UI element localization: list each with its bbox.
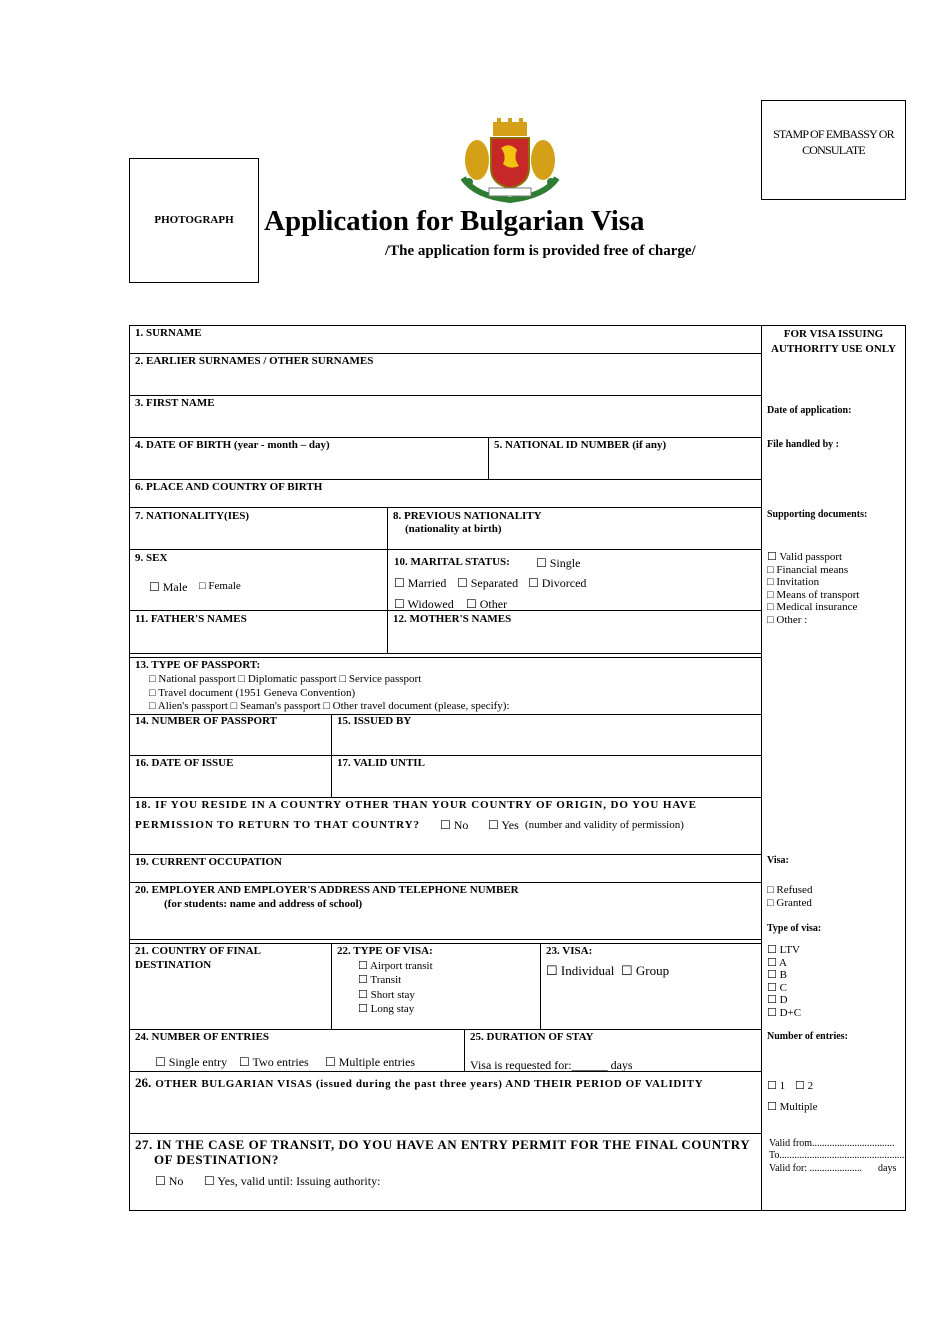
sidebar-supporting-documents: Supporting documents: <box>767 509 868 520</box>
sidebar-type-b[interactable]: ☐ B <box>767 969 787 981</box>
passport-type-line-1[interactable]: □ National passport □ Diplomatic passport □ Service passport <box>149 673 422 685</box>
entries-multiple-checkbox[interactable]: ☐ Multiple entries <box>325 1055 416 1069</box>
field-current-occupation[interactable]: 19. CURRENT OCCUPATION <box>135 856 282 868</box>
field-nationality[interactable]: 7. NATIONALITY(IES) <box>135 510 250 522</box>
field-issued-by[interactable]: 15. ISSUED BY <box>337 715 412 727</box>
field-earlier-surnames[interactable]: 2. EARLIER SURNAMES / OTHER SURNAMES <box>135 355 374 367</box>
marital-widowed-checkbox[interactable]: ☐ Widowed <box>394 597 454 611</box>
field-date-of-birth[interactable]: 4. DATE OF BIRTH (year - month – day) <box>135 439 330 451</box>
passport-type-line-3[interactable]: □ Alien's passport □ Seaman's passport □ Other travel document (please, specify): <box>149 700 510 712</box>
sidebar-valid-days: days <box>878 1163 897 1174</box>
sidebar-entries-2[interactable]: ☐ 2 <box>795 1080 814 1092</box>
field-transit-permit-2: OF DESTINATION? <box>154 1152 279 1167</box>
field-transit-permit: 27. IN THE CASE OF TRANSIT, DO YOU HAVE AN ENTRY PERMIT FOR THE FINAL COUNTRY <box>135 1137 751 1152</box>
field-other-visas[interactable] <box>135 1074 703 1092</box>
page-title: Application for Bulgarian Visa <box>264 205 645 237</box>
sex-female-checkbox[interactable]: □ Female <box>199 580 241 592</box>
entries-two-checkbox[interactable]: ☐ Two entries <box>239 1055 309 1069</box>
field-residence-permission-2: PERMISSION TO RETURN TO THAT COUNTRY? <box>135 819 420 831</box>
field-duration-of-stay: 25. DURATION OF STAY <box>470 1031 594 1043</box>
marital-separated-checkbox[interactable]: ☐ Separated <box>457 576 519 590</box>
visa-group-checkbox[interactable]: ☐ Group <box>621 963 670 978</box>
field-other-visas-number: 26. <box>135 1075 152 1090</box>
sidebar-granted[interactable]: □ Granted <box>767 896 812 909</box>
field-visa: 23. VISA: <box>546 945 593 957</box>
transit-yes-checkbox[interactable]: ☐ Yes, valid until: Issuing authority: <box>204 1174 381 1188</box>
sidebar-entries-multiple[interactable]: ☐ Multiple <box>767 1101 818 1113</box>
field-date-of-issue[interactable]: 16. DATE OF ISSUE <box>135 757 234 769</box>
field-valid-until[interactable]: 17. VALID UNTIL <box>337 757 425 769</box>
residence-no-checkbox[interactable]: ☐ No <box>440 818 469 832</box>
residence-yes-checkbox[interactable]: ☐ Yes <box>488 818 519 832</box>
field-residence-permission: 18. IF YOU RESIDE IN A COUNTRY OTHER THAN YOUR COUNTRY OF ORIGIN, DO YOU HAVE <box>135 799 697 811</box>
sidebar-type-dc[interactable]: ☐ D+C <box>767 1006 802 1019</box>
field-previous-nationality-sub: (nationality at birth) <box>405 523 502 535</box>
sidebar-title: FOR VISA ISSUING <box>783 328 884 340</box>
passport-type-line-2[interactable]: □ Travel document (1951 Geneva Convention) <box>149 687 356 699</box>
sidebar-invitation[interactable]: □ Invitation <box>767 576 820 588</box>
sidebar-file-handled-by: File handled by : <box>767 439 839 450</box>
sidebar-title-2: AUTHORITY USE ONLY <box>770 343 897 355</box>
sidebar-refused[interactable]: □ Refused <box>767 884 813 896</box>
field-passport-type: 13. TYPE OF PASSPORT: <box>135 659 261 671</box>
sidebar-financial-means[interactable]: □ Financial means <box>767 563 849 576</box>
field-number-of-entries: 24. NUMBER OF ENTRIES <box>135 1031 270 1043</box>
field-surname[interactable]: 1. SURNAME <box>135 327 202 339</box>
page-subtitle: /The application form is provided free of charge/ <box>385 243 696 259</box>
field-previous-nationality[interactable]: 8. PREVIOUS NATIONALITY <box>393 510 542 522</box>
field-national-id[interactable]: 5. NATIONAL ID NUMBER (if any) <box>494 439 667 451</box>
sidebar-valid-to[interactable]: To................................................... <box>769 1150 907 1161</box>
stamp-label: STAMP OF EMBASSY OR CONSULATE <box>773 127 894 157</box>
sidebar-medical-insurance[interactable]: □ Medical insurance <box>767 601 858 613</box>
sidebar-means-of-transport[interactable]: □ Means of transport <box>767 588 860 601</box>
field-type-of-visa: 22. TYPE OF VISA: <box>337 945 433 957</box>
field-other-visas-text: OTHER BULGARIAN VISAS (issued during the past three years) AND THEIR PERIOD OF VALIDITY <box>155 1078 704 1090</box>
visa-type-airport-transit[interactable]: ☐ Airport transit <box>358 960 433 972</box>
sidebar-type-of-visa: Type of visa: <box>767 923 822 934</box>
photograph-label: PHOTOGRAPH <box>154 214 234 226</box>
sidebar-date-of-application: Date of application: <box>767 405 852 416</box>
visa-type-short-stay[interactable]: ☐ Short stay <box>358 989 415 1001</box>
sidebar-other[interactable]: □ Other : <box>767 613 808 626</box>
marital-married-checkbox[interactable]: ☐ Married <box>394 576 447 590</box>
marital-other-checkbox[interactable]: ☐ Other <box>466 597 508 611</box>
field-fathers-names[interactable]: 11. FATHER'S NAMES <box>135 613 247 625</box>
sidebar-visa-list <box>767 884 812 909</box>
sidebar-valid-from[interactable]: Valid from................................. <box>769 1138 895 1149</box>
visa-type-transit[interactable]: ☐ Transit <box>358 974 402 986</box>
field-sex: 9. SEX <box>135 552 168 564</box>
coat-of-arms-icon <box>455 118 565 203</box>
sidebar-entries-1[interactable]: ☐ 1 <box>767 1080 786 1092</box>
field-final-destination-2: DESTINATION <box>135 959 212 971</box>
field-employer[interactable]: 20. EMPLOYER AND EMPLOYER'S ADDRESS AND TELEPHONE NUMBER <box>135 884 519 896</box>
field-marital-status: 10. MARITAL STATUS: <box>394 556 510 568</box>
visa-type-long-stay[interactable]: ☐ Long stay <box>358 1003 415 1015</box>
field-employer-sub: (for students: name and address of school) <box>164 898 363 910</box>
field-mothers-names[interactable]: 12. MOTHER'S NAMES <box>393 613 512 625</box>
sex-male-checkbox[interactable]: ☐ Male <box>149 580 188 594</box>
residence-yes-note: (number and validity of permission) <box>525 819 684 831</box>
field-passport-number[interactable]: 14. NUMBER OF PASSPORT <box>135 715 278 727</box>
sidebar-supporting-list <box>767 551 860 626</box>
marital-single-checkbox[interactable]: ☐ Single <box>536 556 581 570</box>
marital-divorced-checkbox[interactable]: ☐ Divorced <box>528 576 587 590</box>
transit-no-checkbox[interactable]: ☐ No <box>155 1174 184 1188</box>
visa-individual-checkbox[interactable]: ☐ Individual <box>546 963 615 978</box>
photograph-box <box>129 158 259 283</box>
sidebar-type-a[interactable]: ☐ A <box>767 956 787 969</box>
duration-requested[interactable]: Visa is requested for:______ days <box>470 1058 633 1072</box>
sidebar-valid-passport[interactable]: ☐ Valid passport <box>767 551 843 563</box>
field-place-of-birth[interactable]: 6. PLACE AND COUNTRY OF BIRTH <box>135 481 323 493</box>
sidebar-visa-label: Visa: <box>767 855 789 866</box>
sidebar-number-of-entries: Number of entries: <box>767 1031 848 1042</box>
entries-single-checkbox[interactable]: ☐ Single entry <box>155 1055 228 1069</box>
sidebar-type-list <box>767 944 801 1019</box>
field-final-destination[interactable]: 21. COUNTRY OF FINAL <box>135 945 261 957</box>
sidebar-valid-for[interactable]: Valid for: ..................... <box>769 1163 863 1174</box>
sidebar-type-d[interactable]: ☐ D <box>767 994 788 1006</box>
field-first-name[interactable]: 3. FIRST NAME <box>135 397 215 409</box>
stamp-box <box>761 100 906 200</box>
sidebar-type-ltv[interactable]: ☐ LTV <box>767 944 800 956</box>
sidebar-type-c[interactable]: ☐ C <box>767 981 787 994</box>
